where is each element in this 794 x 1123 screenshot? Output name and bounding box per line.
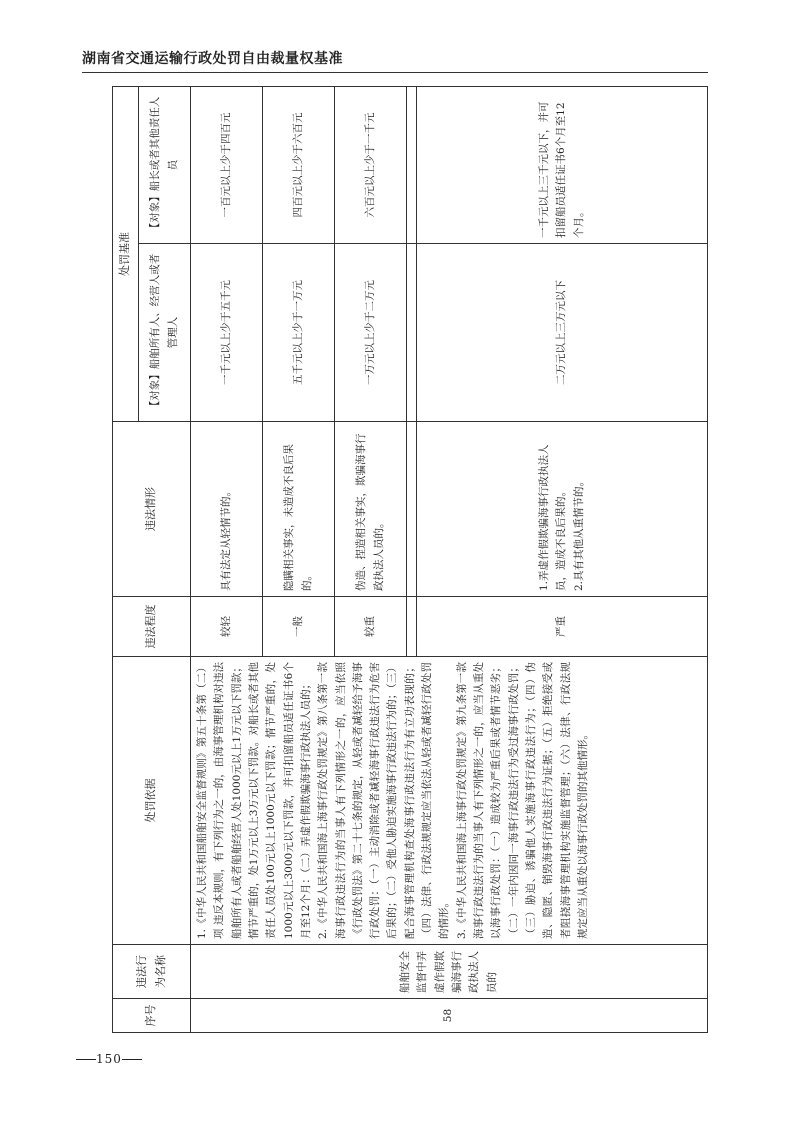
document-header: 湖南省交通运输行政处罚自由裁量权基准: [82, 51, 343, 67]
owner-penalty-cell: [407, 244, 417, 422]
degree-cell: 较重: [335, 597, 407, 657]
basis-clause-1: 1.《中华人民共和国船舶安全监督规则》第五十条第（二）项 违反本规则，有下列行为之一的，由海事管理机构对违法船舶所有人或者船舶经营人处1000元以上1万元以下罚款；情节严重的，处1万元以上3万元以下罚款。对船长或者其他责任人员处100元以上1000元以下罚款；情节严重的，处1000元以上3000元以下罚款，并可扣留船员适任证书6个月至12个月：（二）弄虚作假欺骗海事行政执法人员的；: [196, 662, 312, 939]
owner-penalty-cell: 一万元以上少于二万元: [335, 244, 407, 422]
captain-penalty-cell: 一百元以上少于四百元: [191, 87, 263, 244]
header-target-owner: 【对象】船舶所有人、经营人或者管理人: [139, 244, 191, 422]
owner-penalty-cell: 五千元以上少于一万元: [263, 244, 335, 422]
entry-act-name: 船舶安全监督中弄虚作假欺骗海事行政执法人员的: [191, 945, 708, 999]
header-target-captain: 【对象】船长或者其他责任人员: [139, 87, 191, 244]
degree-cell: 较轻: [191, 597, 263, 657]
header-circumstance: 违法情形: [113, 422, 191, 597]
page-number-value: 150: [96, 1052, 122, 1066]
owner-penalty-cell: 一千元以上少于五千元: [191, 244, 263, 422]
circumstance-cell: 伪造、捏造相关事实，欺骗海事行政执法人员的。: [335, 422, 407, 597]
circumstance-cell: 隐瞒相关事实，未造成不良后果的。: [263, 422, 335, 597]
header-degree: 违法程度: [113, 597, 191, 657]
penalty-standard-table: [112, 86, 708, 1033]
circumstance-cell: 1.弄虚作假欺骗海事行政执法人员，造成不良后果的。 2.具有其他从重情节的。: [417, 422, 708, 597]
entry-basis: [191, 657, 708, 945]
captain-penalty-cell: 四百元以上少于六百元: [263, 87, 335, 244]
captain-penalty-cell: 六百元以上少于一千元: [335, 87, 407, 244]
owner-penalty-cell: 二万元以上三万元以下: [417, 244, 708, 422]
header-standard: 处罚基准: [113, 87, 139, 422]
header-basis: 处罚依据: [113, 657, 191, 945]
basis-clause-2: 2.《中华人民共和国海上海事行政处罚规定》第八条第一款 海事行政违法行为的当事人有下列情形之一的，应当依照《行政处罚法》第二十七条的规定，从轻或者减轻给予海事行政处罚：（一）主动消除或者减轻海事行政违法行为危害后果的；（二）受他人胁迫实施海事行政违法行为的；（三）配合海事管理机构查处海事行政违法行为有立功表现的；（四）法律、行政法规规定应当依法从轻或者减轻行政处罚的情形。: [317, 662, 451, 939]
entry-number: 58: [191, 999, 708, 1033]
header-no: 序号: [113, 999, 191, 1033]
rotated-table-container: [112, 87, 708, 1033]
degree-cell: 严重: [417, 597, 708, 657]
degree-cell: 一般: [263, 597, 335, 657]
page-number: [76, 1052, 142, 1066]
header-act-name: 违法行为名称: [113, 945, 191, 999]
basis-clause-3: 3.《中华人民共和国海上海事行政处罚规定》第九条第一款 海事行政违法行为的当事人有下列情形之一的，应当从重处以海事行政处罚：（一）造成较为严重后果或者情节恶劣；（二）一年内因同一海事行政违法行为受过海事行政处罚；（三）胁迫、诱骗他人实施海事行政违法行为；（四）伪造、隐匿、销毁海事行政违法行为证据；（五）拒绝接受或者阻挠海事管理机构实施监督管理；（六）法律、行政法规规定应当从重处以海事行政处罚的其他情形。: [455, 662, 589, 939]
circumstance-cell: 具有法定从轻情节的。: [191, 422, 263, 597]
header-rule: [82, 72, 708, 73]
degree-cell: [407, 597, 417, 657]
captain-penalty-cell: 一千元以上三千元以下，并可扣留船员适任证书6个月至12个月。: [417, 87, 708, 244]
circumstance-cell: [407, 422, 417, 597]
captain-penalty-cell: [407, 87, 417, 244]
